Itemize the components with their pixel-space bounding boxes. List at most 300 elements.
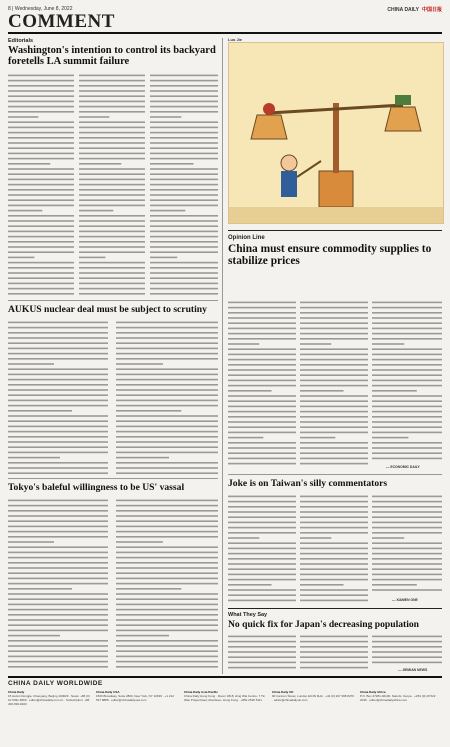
text-line <box>300 496 368 498</box>
text-line <box>8 635 60 637</box>
text-line <box>228 354 296 356</box>
text-line <box>79 116 109 118</box>
text-line <box>8 505 108 507</box>
text-line <box>116 536 218 538</box>
text-line <box>228 411 296 413</box>
text-line <box>116 567 218 569</box>
text-line <box>372 574 442 576</box>
text-line <box>228 463 296 465</box>
text-line <box>300 400 368 402</box>
footer-col <box>184 690 266 702</box>
text-line <box>79 189 145 191</box>
text-line <box>228 527 296 529</box>
text-line <box>8 163 50 165</box>
body-text-lines <box>116 320 218 476</box>
text-line <box>150 132 218 134</box>
text-line <box>8 288 74 290</box>
text-line <box>228 537 259 539</box>
text-line <box>228 558 296 560</box>
footer-col-body: China Daily Hong Kong · Room 1818, Hing Wai Centre, 7 Tin Wan Praya Road, Aberdeen, Hong Kong · +852 2518 5111 <box>184 694 266 702</box>
footer-col-body: 1500 Broadway, Suite 2800, New York, NY 10036 · +1 212 537 8888 · editor@chinadailyusa.com <box>96 694 174 702</box>
text-line <box>8 353 108 355</box>
text-line <box>116 656 218 658</box>
text-line <box>228 385 296 387</box>
text-line <box>228 395 296 397</box>
text-line <box>79 80 145 82</box>
text-line <box>372 662 442 664</box>
text-line <box>79 241 145 243</box>
text-line <box>8 75 74 77</box>
text-line <box>300 343 331 345</box>
text-line <box>116 500 218 502</box>
text-line <box>150 101 218 103</box>
text-line <box>116 640 218 642</box>
text-line <box>116 557 218 559</box>
text-line <box>8 472 108 474</box>
text-line <box>228 343 259 345</box>
text-line <box>79 267 145 269</box>
text-line <box>150 137 218 139</box>
text-line <box>79 194 145 196</box>
text-line <box>300 458 368 460</box>
text-line <box>8 215 74 217</box>
divider <box>228 474 442 475</box>
text-line <box>372 558 442 560</box>
text-line <box>300 447 368 449</box>
text-line <box>300 317 368 319</box>
text-line <box>116 572 218 574</box>
text-line <box>116 472 218 474</box>
what-they-say-body-col1 <box>228 634 296 674</box>
text-line <box>228 333 296 335</box>
text-line <box>116 389 218 391</box>
text-line <box>8 415 108 417</box>
text-line <box>372 411 442 413</box>
text-line <box>8 90 74 92</box>
text-line <box>150 231 218 233</box>
text-line <box>8 379 108 381</box>
what-they-say-headline: No quick fix for Japan's decreasing population <box>228 619 420 630</box>
editorial-1-body-col3 <box>150 73 218 297</box>
text-line <box>300 307 368 309</box>
text-line <box>116 384 218 386</box>
text-line <box>372 400 442 402</box>
text-line <box>8 142 74 144</box>
text-line <box>8 510 108 512</box>
text-line <box>300 501 368 503</box>
text-line <box>228 651 296 653</box>
editorial-1-headline: Washington's intention to control its backyard foretells LA summit failure <box>8 45 216 68</box>
text-line <box>372 516 442 518</box>
text-line <box>228 600 296 602</box>
text-line <box>228 579 296 581</box>
text-line <box>8 500 108 502</box>
text-line <box>300 380 368 382</box>
text-line <box>372 636 442 638</box>
text-line <box>79 121 145 123</box>
text-line <box>8 132 74 134</box>
text-line <box>8 441 108 443</box>
editorial-1-body-col1 <box>8 73 74 297</box>
text-line <box>372 537 404 539</box>
divider <box>228 608 442 609</box>
text-line <box>79 142 145 144</box>
text-line <box>8 426 108 428</box>
text-line <box>8 656 108 658</box>
text-line <box>116 526 218 528</box>
text-line <box>228 359 296 361</box>
text-line <box>372 369 442 371</box>
body-text-lines <box>300 634 368 674</box>
text-line <box>116 467 218 469</box>
text-line <box>300 574 368 576</box>
text-line <box>8 179 74 181</box>
text-line <box>8 283 74 285</box>
body-text-lines <box>8 498 108 674</box>
text-line <box>228 317 296 319</box>
text-line <box>300 579 368 581</box>
text-line <box>8 645 108 647</box>
text-line <box>228 307 296 309</box>
text-line <box>116 441 218 443</box>
text-line <box>79 85 145 87</box>
divider <box>8 300 218 301</box>
text-line <box>79 283 145 285</box>
text-line <box>116 520 218 522</box>
text-line <box>79 158 145 160</box>
text-line <box>8 127 74 129</box>
text-line <box>8 194 74 196</box>
text-line <box>116 436 218 438</box>
text-line <box>8 520 108 522</box>
opinion-2-headline: Joke is on Taiwan's silly commentators <box>228 478 388 489</box>
text-line <box>228 380 296 382</box>
text-line <box>372 328 442 330</box>
text-line <box>8 231 74 233</box>
text-line <box>79 75 145 77</box>
text-line <box>150 179 218 181</box>
text-line <box>8 111 74 113</box>
text-line <box>150 277 218 279</box>
text-line <box>150 75 218 77</box>
footer <box>8 676 442 742</box>
text-line <box>79 220 145 222</box>
text-line <box>8 431 108 433</box>
text-line <box>8 251 74 253</box>
text-line <box>116 541 163 543</box>
text-line <box>228 421 296 423</box>
text-line <box>79 210 113 212</box>
text-line <box>116 578 218 580</box>
text-line <box>228 369 296 371</box>
text-line <box>8 358 108 360</box>
editorial-3-body-col2 <box>116 498 218 674</box>
editorials-label: Editorials <box>8 38 34 44</box>
text-line <box>300 369 368 371</box>
divider <box>8 478 218 479</box>
text-line <box>300 641 368 643</box>
text-line <box>300 651 368 653</box>
text-line <box>372 406 442 408</box>
text-line <box>228 594 296 596</box>
text-line <box>228 656 296 658</box>
text-line <box>150 95 218 97</box>
text-line <box>300 537 331 539</box>
text-line <box>79 225 145 227</box>
editorial-cartoon <box>228 42 444 224</box>
text-line <box>372 563 442 565</box>
text-line <box>116 604 218 606</box>
text-line <box>372 506 442 508</box>
text-line <box>300 390 344 392</box>
text-line <box>300 542 368 544</box>
text-line <box>372 302 442 304</box>
text-line <box>300 411 368 413</box>
text-line <box>8 262 74 264</box>
text-line <box>116 410 181 412</box>
text-line <box>300 437 335 439</box>
text-line <box>79 106 145 108</box>
text-line <box>150 142 218 144</box>
editorial-1-body-col2 <box>79 73 145 297</box>
text-line <box>300 322 368 324</box>
text-line <box>228 406 296 408</box>
text-line <box>8 342 108 344</box>
text-line <box>116 515 218 517</box>
text-line <box>116 562 218 564</box>
text-line <box>150 262 218 264</box>
text-line <box>8 293 74 295</box>
text-line <box>79 251 145 253</box>
text-line <box>116 342 218 344</box>
text-line <box>8 220 74 222</box>
text-line <box>8 546 108 548</box>
text-line <box>300 584 344 586</box>
opinion-1-credit: — ECONOMIC DAILY <box>386 465 420 469</box>
text-line <box>116 353 218 355</box>
text-line <box>150 293 218 295</box>
brand-name: CHINA DAILY <box>387 7 419 13</box>
footer-col <box>272 690 354 702</box>
footer-logo: CHINA DAILY WORLDWIDE <box>8 680 103 687</box>
text-line <box>150 283 218 285</box>
divider <box>228 230 442 231</box>
text-line <box>79 137 145 139</box>
text-line <box>372 646 442 648</box>
text-line <box>150 267 218 269</box>
footer-col-title: China Daily Africa <box>360 690 386 694</box>
text-line <box>8 526 108 528</box>
text-line <box>300 463 368 465</box>
text-line <box>372 343 404 345</box>
text-line <box>300 589 368 591</box>
text-line <box>8 327 108 329</box>
text-line <box>8 420 108 422</box>
text-line <box>8 189 74 191</box>
text-line <box>372 348 442 350</box>
text-line <box>372 589 442 591</box>
text-line <box>116 505 218 507</box>
text-line <box>8 184 74 186</box>
footer-col <box>96 690 178 702</box>
text-line <box>8 462 108 464</box>
text-line <box>300 426 368 428</box>
text-line <box>228 322 296 324</box>
text-line <box>228 641 296 643</box>
text-line <box>300 553 368 555</box>
text-line <box>116 609 218 611</box>
text-line <box>228 442 296 444</box>
text-line <box>300 511 368 513</box>
text-line <box>116 614 218 616</box>
text-line <box>150 158 218 160</box>
text-line <box>228 574 296 576</box>
text-line <box>79 257 105 259</box>
text-line <box>150 215 218 217</box>
text-line <box>116 619 218 621</box>
body-text-lines <box>300 494 368 604</box>
text-line <box>116 645 218 647</box>
text-line <box>79 168 145 170</box>
text-line <box>228 328 296 330</box>
text-line <box>116 446 218 448</box>
footer-col-body: P.O. Box 27281-00100, Nairobi, Kenya · +254 (0) 20 522 2046 · editor@chinadailyafrica.com <box>360 694 436 702</box>
text-line <box>150 246 218 248</box>
text-line <box>372 374 442 376</box>
text-line <box>8 277 74 279</box>
text-line <box>79 90 145 92</box>
text-line <box>116 348 218 350</box>
text-line <box>150 116 181 118</box>
text-line <box>79 215 145 217</box>
editorial-3-headline: Tokyo's baleful willingness to be US' vassal <box>8 482 185 493</box>
text-line <box>300 656 368 658</box>
text-line <box>372 416 442 418</box>
text-line <box>372 522 442 524</box>
text-line <box>150 163 194 165</box>
text-line <box>116 661 218 663</box>
text-line <box>228 501 296 503</box>
text-line <box>300 563 368 565</box>
text-line <box>228 496 296 498</box>
text-line <box>300 667 368 669</box>
text-line <box>228 506 296 508</box>
text-line <box>8 337 108 339</box>
text-line <box>228 542 296 544</box>
text-line <box>8 121 74 123</box>
text-line <box>300 354 368 356</box>
text-line <box>300 442 368 444</box>
text-line <box>300 506 368 508</box>
text-line <box>79 277 145 279</box>
text-line <box>8 552 108 554</box>
text-line <box>8 205 74 207</box>
text-line <box>150 106 218 108</box>
text-line <box>228 516 296 518</box>
opinion-line-label: Opinion Line <box>228 235 265 241</box>
text-line <box>300 406 368 408</box>
text-line <box>8 257 34 259</box>
text-line <box>300 636 368 638</box>
body-text-lines <box>372 634 442 668</box>
text-line <box>300 527 368 529</box>
text-line <box>8 246 74 248</box>
text-line <box>150 236 218 238</box>
what-they-say-credit: — JIEMIAN NEWS <box>398 668 428 672</box>
text-line <box>8 446 108 448</box>
text-line <box>228 348 296 350</box>
text-line <box>8 578 108 580</box>
text-line <box>372 322 442 324</box>
text-line <box>300 452 368 454</box>
text-line <box>300 568 368 570</box>
text-line <box>79 184 145 186</box>
text-line <box>150 168 218 170</box>
text-line <box>116 405 218 407</box>
text-line <box>116 630 218 632</box>
opinion-2-body-col1 <box>228 494 296 604</box>
text-line <box>372 447 442 449</box>
text-line <box>300 364 368 366</box>
text-line <box>150 121 218 123</box>
text-line <box>8 394 108 396</box>
text-line <box>116 332 218 334</box>
text-line <box>150 90 218 92</box>
text-line <box>372 385 442 387</box>
text-line <box>116 420 218 422</box>
text-line <box>228 563 296 565</box>
text-line <box>8 158 74 160</box>
text-line <box>372 442 442 444</box>
text-line <box>8 147 74 149</box>
text-line <box>8 400 108 402</box>
text-line <box>8 593 108 595</box>
text-line <box>300 312 368 314</box>
text-line <box>150 184 218 186</box>
text-line <box>372 359 442 361</box>
text-line <box>8 661 108 663</box>
text-line <box>8 557 108 559</box>
text-line <box>116 588 181 590</box>
text-line <box>8 85 74 87</box>
text-line <box>150 127 218 129</box>
text-line <box>372 333 442 335</box>
text-line <box>228 338 296 340</box>
text-line <box>8 572 108 574</box>
text-line <box>116 510 218 512</box>
text-line <box>79 179 145 181</box>
text-line <box>79 272 145 274</box>
text-line <box>150 194 218 196</box>
text-line <box>228 568 296 570</box>
text-line <box>8 363 54 365</box>
text-line <box>300 416 368 418</box>
text-line <box>372 317 442 319</box>
text-line <box>8 210 42 212</box>
text-line <box>228 312 296 314</box>
section-title: COMMENT <box>8 11 115 32</box>
text-line <box>372 390 417 392</box>
text-line <box>8 624 108 626</box>
text-line <box>372 312 442 314</box>
text-line <box>116 322 218 324</box>
text-line <box>8 241 74 243</box>
text-line <box>79 236 145 238</box>
text-line <box>228 458 296 460</box>
opinion-1-body-col1 <box>228 300 296 470</box>
text-line <box>116 624 218 626</box>
footer-col-body: 15 Huixin Dongjie, Chaoyang, Beijing 100029 · News: +86 (0) 10 6491-8366 · editor@chinadaily.com.cn · Subscription: +86 400-699-0203 <box>8 694 90 706</box>
